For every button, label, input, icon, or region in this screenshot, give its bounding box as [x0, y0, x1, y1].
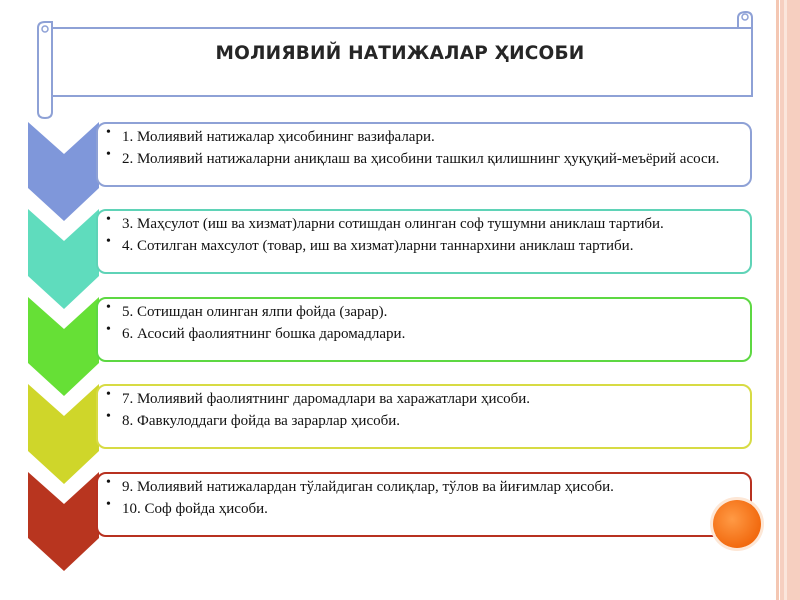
chevron-4 [28, 384, 99, 484]
section-box-5 [96, 472, 752, 537]
list-item: • 5. Сотишдан олинган ялпи фойда (зарар). [112, 303, 744, 323]
list-item: • 1. Молиявий натижалар ҳисобининг вазифалари. [112, 128, 744, 148]
page-title: МОЛИЯВИЙ НАТИЖАЛАР ҲИСОБИ [215, 43, 585, 64]
list-item: • 3. Маҳсулот (иш ва хизмат)ларни сотишдан олинган соф тушумни аниклаш тартиби. [112, 215, 744, 235]
list-item: • 4. Сотилган махсулот (товар, иш ва хизмат)ларни таннархини аниклаш тартиби. [112, 237, 744, 257]
chevron-5 [28, 472, 99, 571]
section-box-4 [96, 384, 752, 449]
section-box-2 [96, 209, 752, 274]
accent-circle-decoration [713, 500, 761, 548]
list-item: • 8. Фавкулоддаги фойда ва зарарлар ҳисоби. [112, 412, 744, 432]
list-item: • 6. Асосий фаолиятнинг бошка даромадлари. [112, 325, 744, 345]
list-item: • 9. Молиявий натижалардан тўлайдиган солиқлар, тўлов ва йиғимлар ҳисоби. [112, 478, 744, 498]
section-box-3 [96, 297, 752, 362]
section-box-1 [96, 122, 752, 187]
list-item: • 2. Молиявий натижаларни аниқлаш ва ҳисобини ташкил қилишнинг ҳуқуқий-меъёрий асоси. [112, 150, 744, 170]
chevron-3 [28, 297, 99, 396]
chevron-2 [28, 209, 99, 309]
list-item: • 7. Молиявий фаолиятнинг даромадлари ва харажатлари ҳисоби. [112, 390, 744, 410]
list-item: • 10. Соф фойда ҳисоби. [112, 500, 744, 520]
chevron-1 [28, 122, 99, 221]
